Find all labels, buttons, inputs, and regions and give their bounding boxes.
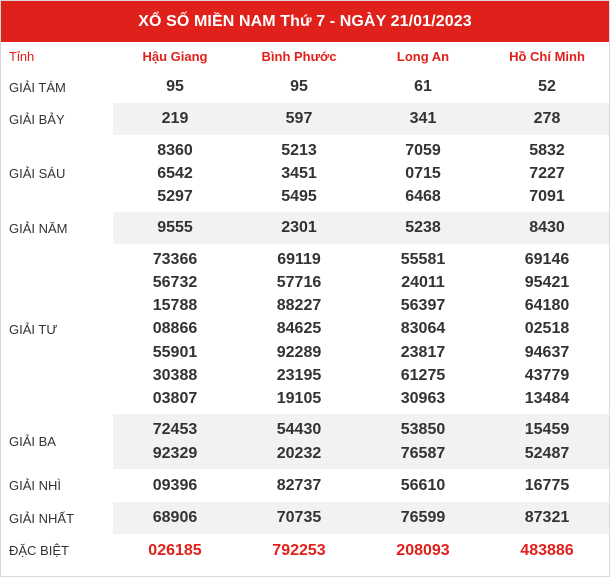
page-title: XỔ SỐ MIỀN NAM Thứ 7 - NGÀY 21/01/2023 [1, 1, 609, 42]
prize-label: GIẢI BẢY [1, 103, 113, 135]
prize-cell [485, 71, 609, 103]
prize-cell [113, 71, 237, 103]
winning-number: 57716 [276, 273, 322, 291]
winning-number: 026185 [148, 541, 202, 559]
prize-cell [485, 534, 609, 567]
prize-label: GIẢI TÁM [9, 79, 66, 95]
prize-row-giai-bay [1, 103, 609, 135]
prize-cell [361, 212, 485, 244]
prize-cell [361, 414, 485, 469]
prize-row-giai-nhat [1, 502, 609, 534]
winning-number: 72453 [152, 421, 198, 439]
winning-number: 23817 [400, 343, 446, 361]
header-row [1, 42, 609, 71]
prize-label: GIẢI BA [1, 414, 113, 469]
winning-number: 278 [533, 110, 561, 128]
prize-cell [113, 135, 237, 212]
prize-cell [237, 414, 361, 469]
prize-row-giai-ba [1, 414, 609, 469]
winning-number: 792253 [272, 541, 326, 559]
prize-cell [237, 502, 361, 534]
prize-cell [237, 212, 361, 244]
prize-cell [237, 135, 361, 212]
winning-number: 15459 [524, 421, 570, 439]
winning-number: 87321 [524, 509, 570, 527]
prize-cell [237, 244, 361, 414]
winning-number: 6542 [157, 164, 193, 182]
prize-label: GIẢI NHẤT [1, 502, 113, 534]
winning-number: 219 [161, 110, 189, 128]
winning-number: 88227 [276, 297, 322, 315]
winning-number: 95421 [524, 273, 570, 291]
winning-number: 73366 [152, 250, 198, 268]
winning-number: 7091 [529, 188, 565, 206]
winning-number: 95 [290, 78, 308, 96]
prize-cell [113, 502, 237, 534]
prize-label: GIẢI SÁU [9, 166, 66, 181]
prize-cell [485, 212, 609, 244]
winning-number: 03807 [152, 390, 198, 407]
winning-number: 82737 [276, 476, 322, 494]
winning-number: 208093 [396, 541, 450, 559]
winning-number: 69119 [277, 250, 321, 268]
winning-number: 7059 [405, 141, 441, 159]
results-table [1, 42, 609, 567]
winning-number: 09396 [152, 476, 198, 494]
prize-cell [361, 244, 485, 414]
prize-cell [361, 534, 485, 567]
prize-cell [361, 502, 485, 534]
prize-cell [361, 71, 485, 103]
prize-cell [485, 244, 609, 414]
winning-number: 56610 [400, 476, 446, 494]
winning-number: 2301 [281, 219, 317, 237]
winning-number: 15788 [152, 297, 198, 315]
winning-number: 5238 [405, 219, 441, 237]
prize-row-giai-tam [1, 71, 609, 103]
prize-cell [361, 135, 485, 212]
winning-number: 08866 [152, 320, 198, 338]
prize-cell [485, 135, 609, 212]
prize-cell [237, 469, 361, 502]
prize-cell [485, 414, 609, 469]
winning-number: 43779 [524, 366, 570, 384]
prize-row-giai-nam [1, 212, 609, 244]
prize-cell [113, 244, 237, 414]
winning-number: 76599 [400, 509, 446, 527]
prize-label: ĐẶC BIỆT [9, 543, 69, 558]
prize-cell [237, 534, 361, 567]
winning-number: 483886 [520, 541, 574, 559]
prize-label: GIẢI NĂM [1, 212, 113, 244]
winning-number: 597 [285, 110, 313, 128]
prize-cell [113, 469, 237, 502]
province-name[interactable]: Bình Phước [261, 49, 337, 64]
winning-number: 5297 [157, 188, 193, 206]
winning-number: 20232 [276, 444, 322, 462]
prize-cell [237, 71, 361, 103]
winning-number: 23195 [276, 366, 322, 384]
prize-cell [113, 103, 237, 135]
winning-number: 13484 [524, 390, 570, 407]
prize-cell [113, 414, 237, 469]
winning-number: 55581 [400, 250, 446, 268]
winning-number: 68906 [152, 509, 198, 527]
winning-number: 92289 [276, 343, 322, 361]
winning-number: 54430 [276, 421, 322, 439]
prize-cell [485, 469, 609, 502]
prize-cell [485, 502, 609, 534]
winning-number: 56732 [152, 273, 198, 291]
winning-number: 5213 [281, 141, 317, 159]
prize-cell [237, 103, 361, 135]
winning-number: 02518 [524, 320, 570, 338]
winning-number: 7227 [529, 164, 565, 182]
winning-number: 92329 [152, 444, 198, 462]
winning-number: 24011 [401, 273, 445, 291]
winning-number: 61275 [400, 366, 446, 384]
winning-number: 341 [409, 110, 437, 128]
winning-number: 70735 [276, 509, 322, 527]
winning-number: 83064 [400, 320, 446, 338]
winning-number: 8430 [529, 219, 565, 237]
winning-number: 0715 [405, 164, 441, 182]
winning-number: 94637 [524, 343, 570, 361]
winning-number: 52 [538, 78, 556, 96]
winning-number: 76587 [400, 444, 446, 462]
winning-number: 52487 [524, 444, 570, 462]
province-header-label: Tỉnh [9, 49, 35, 64]
province-name[interactable]: Hậu Giang [142, 49, 208, 64]
prize-cell [113, 534, 237, 567]
winning-number: 69146 [524, 250, 570, 268]
winning-number: 5495 [281, 188, 317, 206]
winning-number: 19105 [276, 390, 322, 407]
winning-number: 6468 [405, 188, 441, 206]
province-name[interactable]: Long An [396, 49, 450, 64]
winning-number: 16775 [524, 476, 570, 494]
prize-row-giai-nhi [1, 469, 609, 502]
prize-label: GIẢI NHÌ [9, 478, 62, 493]
prize-cell [113, 212, 237, 244]
winning-number: 64180 [524, 297, 570, 315]
winning-number: 3451 [281, 164, 317, 182]
winning-number: 30963 [400, 390, 446, 407]
winning-number: 55901 [152, 343, 198, 361]
winning-number: 9555 [157, 219, 193, 237]
winning-number: 53850 [400, 421, 446, 439]
winning-number: 61 [414, 78, 432, 96]
prize-cell [485, 103, 609, 135]
prize-row-giai-sau [1, 135, 609, 212]
province-name[interactable]: Hồ Chí Minh [509, 49, 585, 64]
winning-number: 5832 [529, 141, 565, 159]
prize-label: GIẢI TƯ [9, 321, 58, 337]
winning-number: 95 [166, 78, 184, 96]
prize-cell [361, 469, 485, 502]
winning-number: 56397 [400, 297, 446, 315]
winning-number: 8360 [157, 141, 193, 159]
winning-number: 30388 [152, 366, 198, 384]
prize-row-dac-biet [1, 534, 609, 567]
prize-row-giai-tu [1, 244, 609, 414]
prize-cell [361, 103, 485, 135]
winning-number: 84625 [276, 320, 322, 338]
